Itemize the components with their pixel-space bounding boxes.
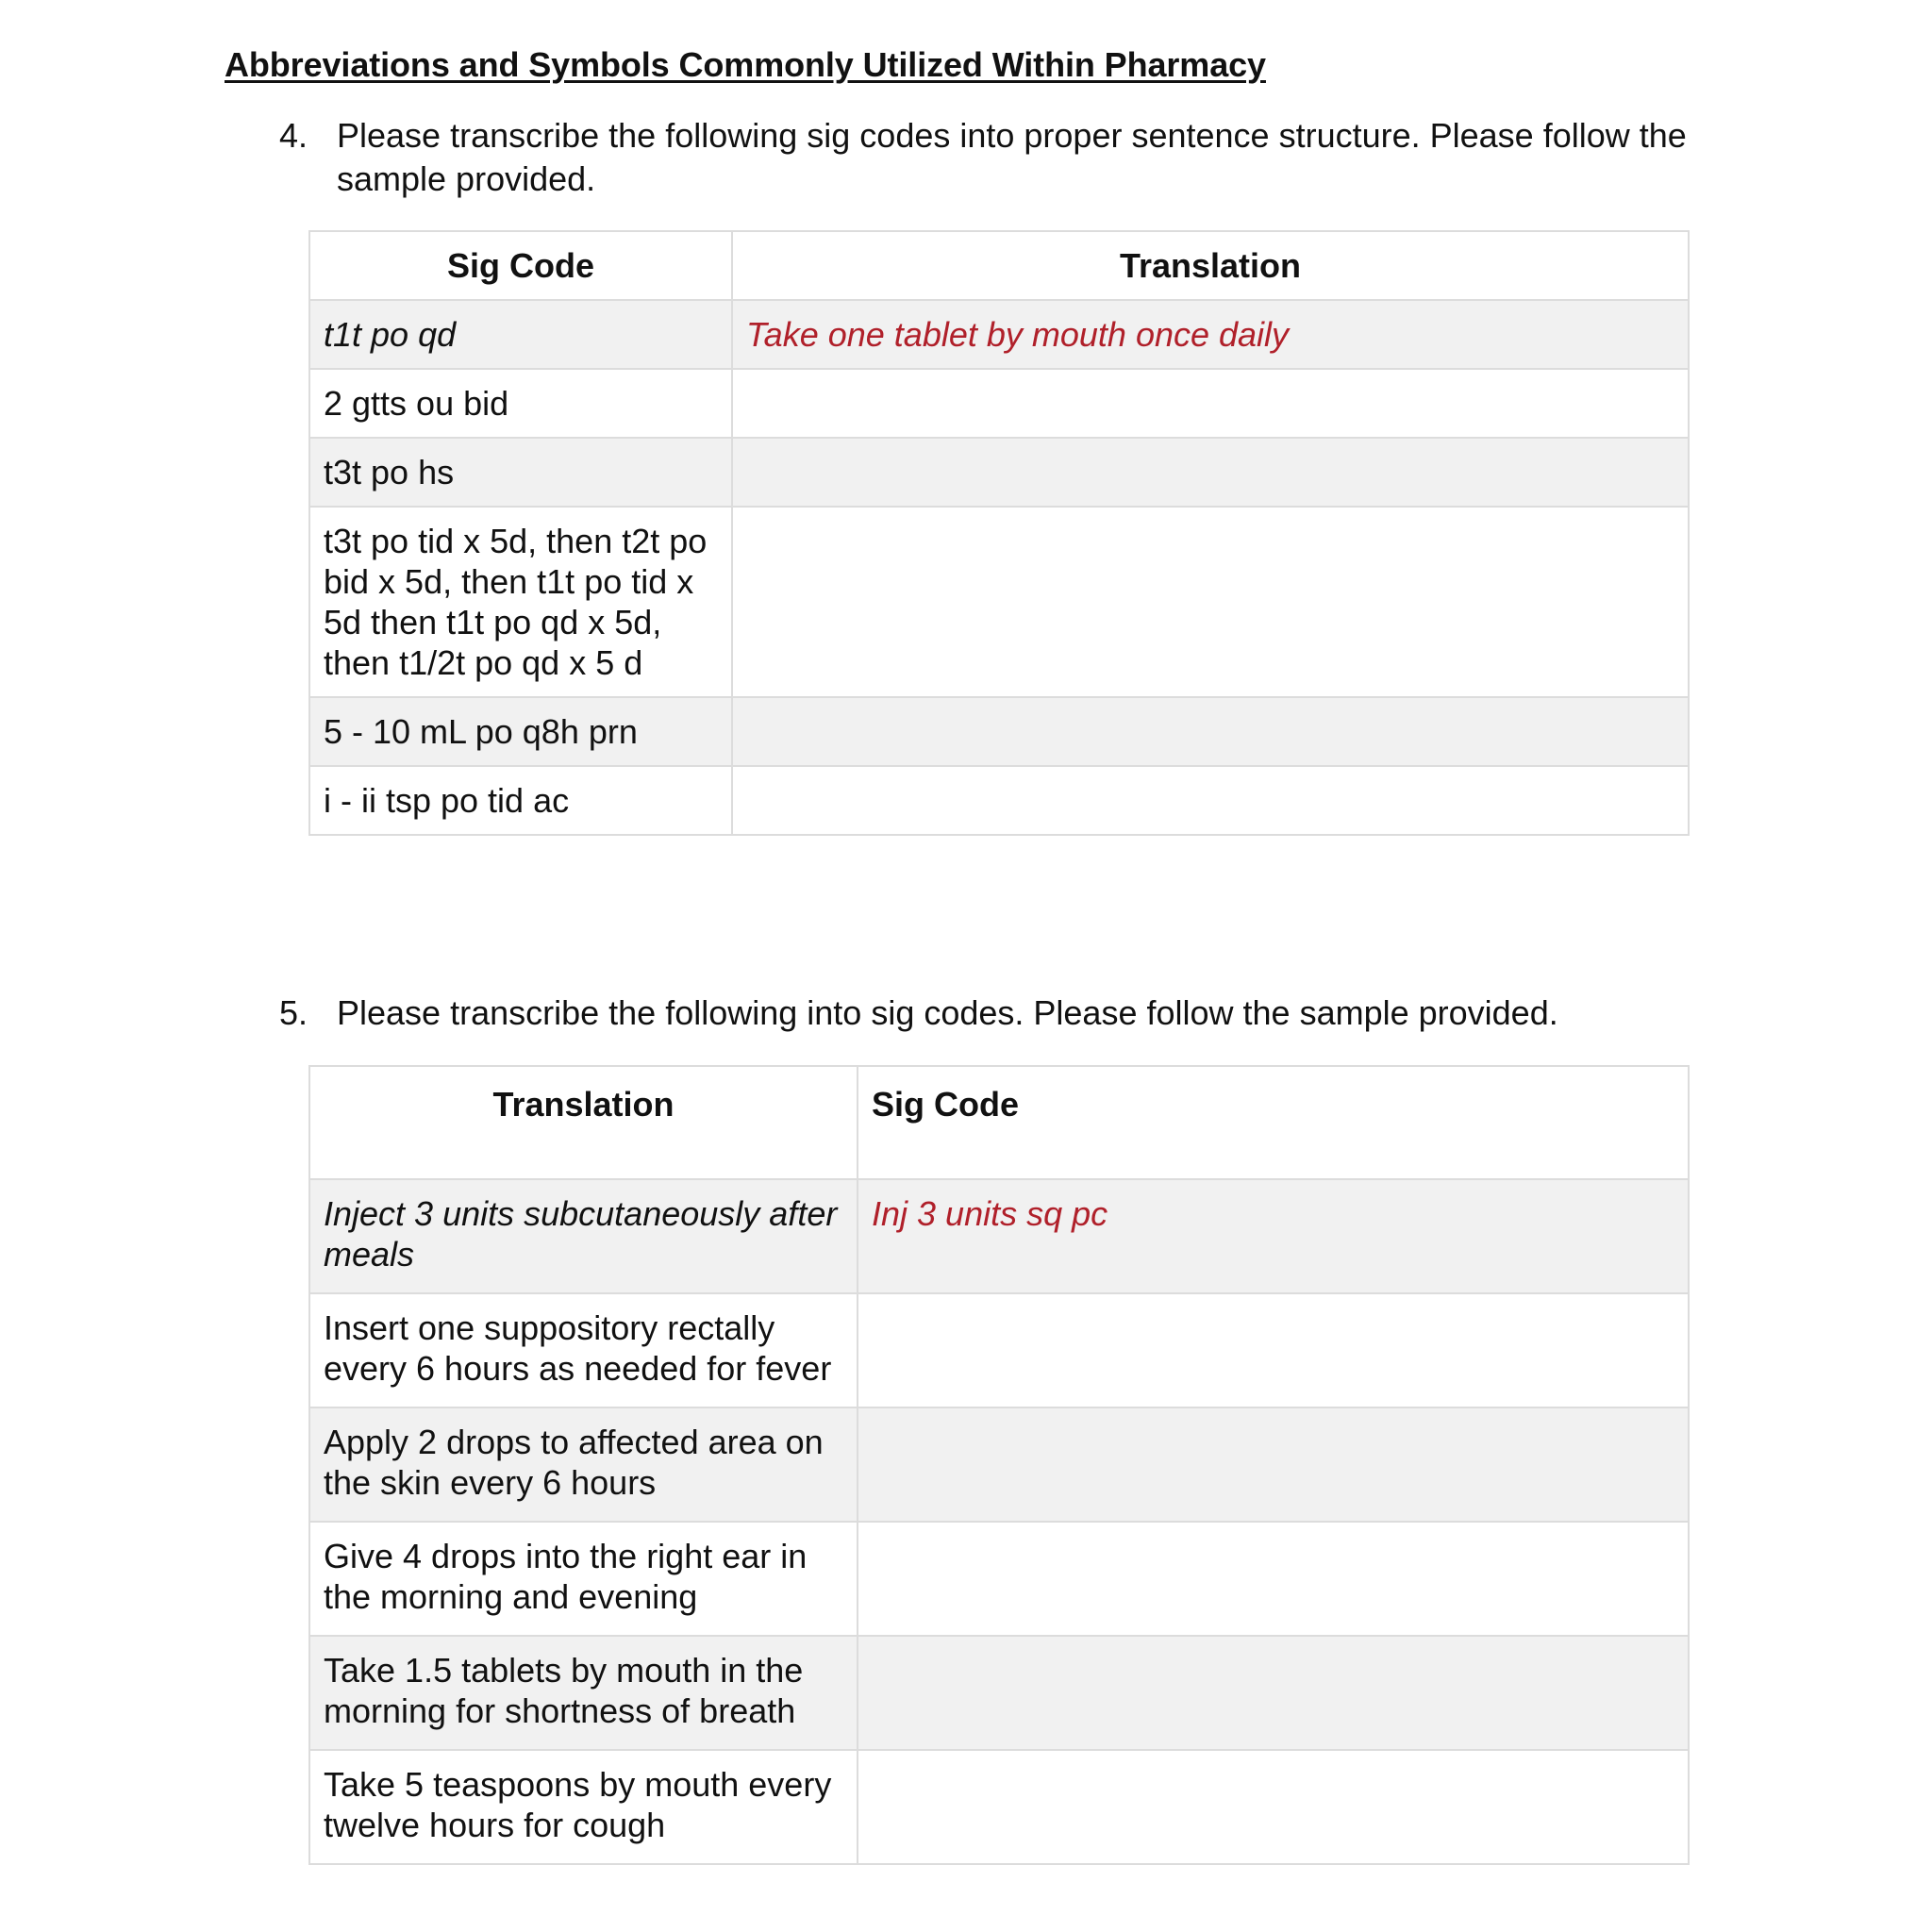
translation-cell: Give 4 drops into the right ear in the morning and evening: [309, 1522, 858, 1636]
translation-answer-cell[interactable]: [732, 369, 1689, 438]
sig-code-answer-cell[interactable]: [858, 1750, 1689, 1864]
question-5-prompt: Please transcribe the following into sig codes. Please follow the sample provided.: [337, 993, 1558, 1032]
sample-translation-cell: Take one tablet by mouth once daily: [732, 300, 1689, 369]
sig-code-cell: t3t po tid x 5d, then t2t po bid x 5d, then t1t po tid x 5d then t1t po qd x 5d, then t1/2t po qd x 5 d: [309, 507, 732, 697]
table-row: [309, 766, 1689, 835]
translation-cell: Insert one suppository rectally every 6 hours as needed for fever: [309, 1293, 858, 1407]
sig-code-cell: i - ii tsp po tid ac: [309, 766, 732, 835]
table-row: [309, 1750, 1689, 1864]
table-row: [309, 1636, 1689, 1750]
translation-cell: Take 5 teaspoons by mouth every twelve hours for cough: [309, 1750, 858, 1864]
table-row: [309, 1522, 1689, 1636]
document-title: Abbreviations and Symbols Commonly Utilized Within Pharmacy: [225, 45, 1266, 84]
translation-cell: Apply 2 drops to affected area on the skin every 6 hours: [309, 1407, 858, 1522]
column-header-sig-code: Sig Code: [858, 1066, 1689, 1179]
sig-code-cell: t3t po hs: [309, 438, 732, 507]
column-header-translation: Translation: [732, 231, 1689, 300]
translation-answer-cell[interactable]: [732, 766, 1689, 835]
question-4-prompt: Please transcribe the following sig codes into proper sentence structure. Please follow the sample provided.: [337, 116, 1687, 198]
table-row: [309, 1407, 1689, 1522]
sig-code-answer-cell[interactable]: [858, 1636, 1689, 1750]
column-header-translation: Translation: [309, 1066, 858, 1179]
sample-translation-cell: Inject 3 units subcutaneously after meals: [309, 1179, 858, 1293]
table-row: [309, 438, 1689, 507]
table-row: [309, 300, 1689, 369]
question-5: [279, 991, 1694, 1035]
table-row: [309, 1293, 1689, 1407]
translation-sig-code-table: [308, 1065, 1690, 1865]
column-header-sig-code: Sig Code: [309, 231, 732, 300]
question-5-number: 5.: [279, 993, 308, 1032]
sig-code-answer-cell[interactable]: [858, 1522, 1689, 1636]
translation-answer-cell[interactable]: [732, 438, 1689, 507]
question-4-number: 4.: [279, 116, 308, 155]
translation-cell: Take 1.5 tablets by mouth in the morning for shortness of breath: [309, 1636, 858, 1750]
sig-code-cell: 5 - 10 mL po q8h prn: [309, 697, 732, 766]
sig-code-cell: 2 gtts ou bid: [309, 369, 732, 438]
sig-code-answer-cell[interactable]: [858, 1293, 1689, 1407]
table-row: [309, 1179, 1689, 1293]
sig-code-translation-table: [308, 230, 1690, 836]
question-4: [279, 114, 1694, 201]
sample-sig-code-cell: t1t po qd: [309, 300, 732, 369]
table-row: [309, 507, 1689, 697]
translation-answer-cell[interactable]: [732, 697, 1689, 766]
translation-answer-cell[interactable]: [732, 507, 1689, 697]
sig-code-answer-cell[interactable]: [858, 1407, 1689, 1522]
sample-sig-code-cell: Inj 3 units sq pc: [858, 1179, 1689, 1293]
table-header-row: [309, 231, 1689, 300]
table-row: [309, 369, 1689, 438]
table-header-row: [309, 1066, 1689, 1179]
table-row: [309, 697, 1689, 766]
